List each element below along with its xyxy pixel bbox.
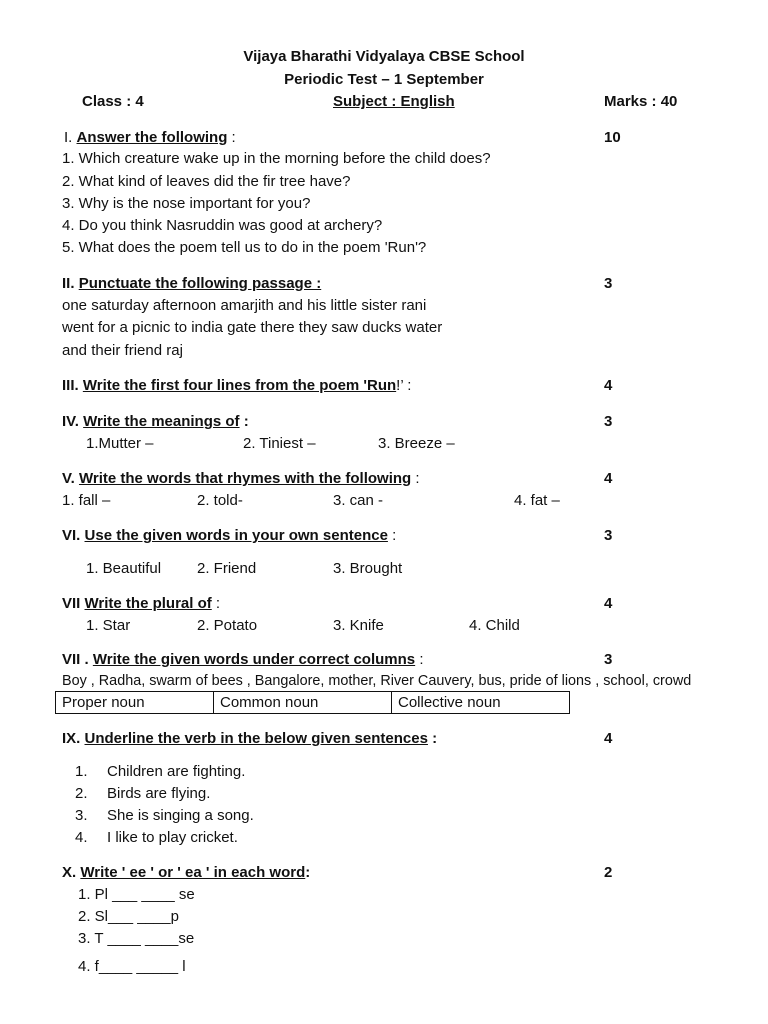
question-1-heading (64, 129, 236, 147)
question-number: X. (62, 864, 77, 881)
q9-sentence: Children are fighting. (107, 763, 246, 780)
list-number: 1. (75, 763, 88, 780)
question-7-heading (62, 595, 220, 613)
question-9-marks: 4 (604, 730, 613, 747)
q7-item: 3. Knife (333, 617, 384, 634)
column-header-collective-noun: Collective noun (392, 692, 570, 714)
question-suffix: : (411, 470, 420, 487)
question-title: Use the given words in your own sentence (84, 527, 388, 544)
q1-item: 4. Do you think Nasruddin was good at archery? (62, 217, 383, 234)
list-number: 4. (75, 829, 88, 846)
word-list: Boy , Radha, swarm of bees , Bangalore, mother, River Cauvery, bus, pride of lions , school, crowd (62, 673, 692, 689)
q1-item: 5. What does the poem tell us to do in the poem 'Run'? (62, 239, 427, 256)
question-10-marks: 2 (604, 864, 613, 881)
q4-item: 1.Mutter – (86, 435, 154, 452)
question-suffix: : (415, 651, 424, 668)
q1-item: 1. Which creature wake up in the morning before the child does? (62, 150, 491, 167)
question-title: Write ' ee ' or ' ea ' in each word (80, 864, 306, 881)
question-3-marks: 4 (604, 377, 613, 394)
question-7-marks: 4 (604, 595, 613, 612)
question-number: IV. (62, 413, 79, 430)
table-row (56, 692, 570, 714)
question-4-marks: 3 (604, 413, 613, 430)
question-6-heading (62, 527, 396, 545)
q5-item: 4. fat – (514, 492, 560, 509)
q10-item: 2. Sl___ ____p (78, 908, 179, 925)
q10-item: 4. f____ _____ l (78, 958, 186, 975)
passage-line: and their friend raj (62, 342, 183, 359)
question-4-heading (62, 413, 249, 431)
q6-item: 1. Beautiful (86, 560, 162, 577)
question-number: III. (62, 377, 79, 394)
question-1-marks: 10 (604, 129, 621, 146)
q5-item: 1. fall – (62, 492, 111, 509)
question-title: Answer the following (76, 129, 228, 146)
class-label: Class : 4 (82, 93, 144, 110)
question-number: I. (64, 129, 73, 146)
q6-item: 2. Friend (197, 560, 257, 577)
passage-line: one saturday afternoon amarjith and his little sister rani (62, 297, 427, 314)
question-suffix: !’ : (396, 377, 412, 394)
question-title: Write the given words under correct columns (92, 651, 416, 668)
list-number: 3. (75, 807, 88, 824)
q5-item: 3. can - (333, 492, 384, 509)
q10-item: 3. T ____ ____se (78, 930, 195, 947)
question-suffix: : (387, 527, 397, 544)
question-number: V. (62, 470, 75, 487)
question-title: Punctuate the following passage : (78, 275, 322, 292)
question-8-marks: 3 (604, 651, 613, 668)
question-number: VII . (62, 651, 89, 668)
question-suffix: : (227, 129, 236, 146)
noun-columns-table (55, 691, 570, 714)
question-3-heading (62, 377, 411, 395)
marks-label: Marks : 40 (604, 93, 678, 110)
column-header-common-noun: Common noun (214, 692, 392, 714)
q9-sentence: She is singing a song. (107, 807, 254, 824)
q1-item: 3. Why is the nose important for you? (62, 195, 311, 212)
question-2-heading (62, 275, 321, 293)
column-header-proper-noun: Proper noun (56, 692, 214, 714)
q4-item: 3. Breeze – (378, 435, 455, 452)
question-5-marks: 4 (604, 470, 613, 487)
q1-item: 2. What kind of leaves did the fir tree have? (62, 173, 351, 190)
q7-item: 4. Child (469, 617, 520, 634)
question-suffix: : (427, 730, 438, 747)
subject-label: Subject : English (333, 93, 455, 110)
question-2-marks: 3 (604, 275, 613, 292)
school-name: Vijaya Bharathi Vidyalaya CBSE School (243, 48, 525, 65)
q6-item: 3. Brought (333, 560, 403, 577)
question-suffix: : (305, 864, 311, 881)
question-9-heading (62, 730, 437, 748)
question-title: Write the plural of (84, 595, 212, 612)
list-number: 2. (75, 785, 88, 802)
q9-sentence: Birds are flying. (107, 785, 211, 802)
question-title: Underline the verb in the below given sentences (84, 730, 428, 747)
passage-line: went for a picnic to india gate there they saw ducks water (62, 319, 443, 336)
question-10-heading (62, 864, 310, 882)
question-number: VI. (62, 527, 81, 544)
question-title: Write the first four lines from the poem 'Run (82, 377, 397, 394)
question-number: VII (62, 595, 81, 612)
test-title: Periodic Test – 1 September (284, 71, 484, 88)
q9-sentence: I like to play cricket. (107, 829, 238, 846)
q5-item: 2. told- (197, 492, 243, 509)
question-suffix: : (239, 413, 249, 430)
question-5-heading (62, 470, 420, 488)
question-number: II. (62, 275, 75, 292)
question-6-marks: 3 (604, 527, 613, 544)
q10-item: 1. Pl ___ ____ se (78, 886, 195, 903)
question-8-heading (62, 651, 424, 669)
question-title: Write the meanings of (83, 413, 240, 430)
question-suffix: : (211, 595, 221, 612)
q7-item: 2. Potato (197, 617, 258, 634)
q7-item: 1. Star (86, 617, 131, 634)
question-number: IX. (62, 730, 81, 747)
question-title: Write the words that rhymes with the following (78, 470, 412, 487)
q4-item: 2. Tiniest – (243, 435, 316, 452)
